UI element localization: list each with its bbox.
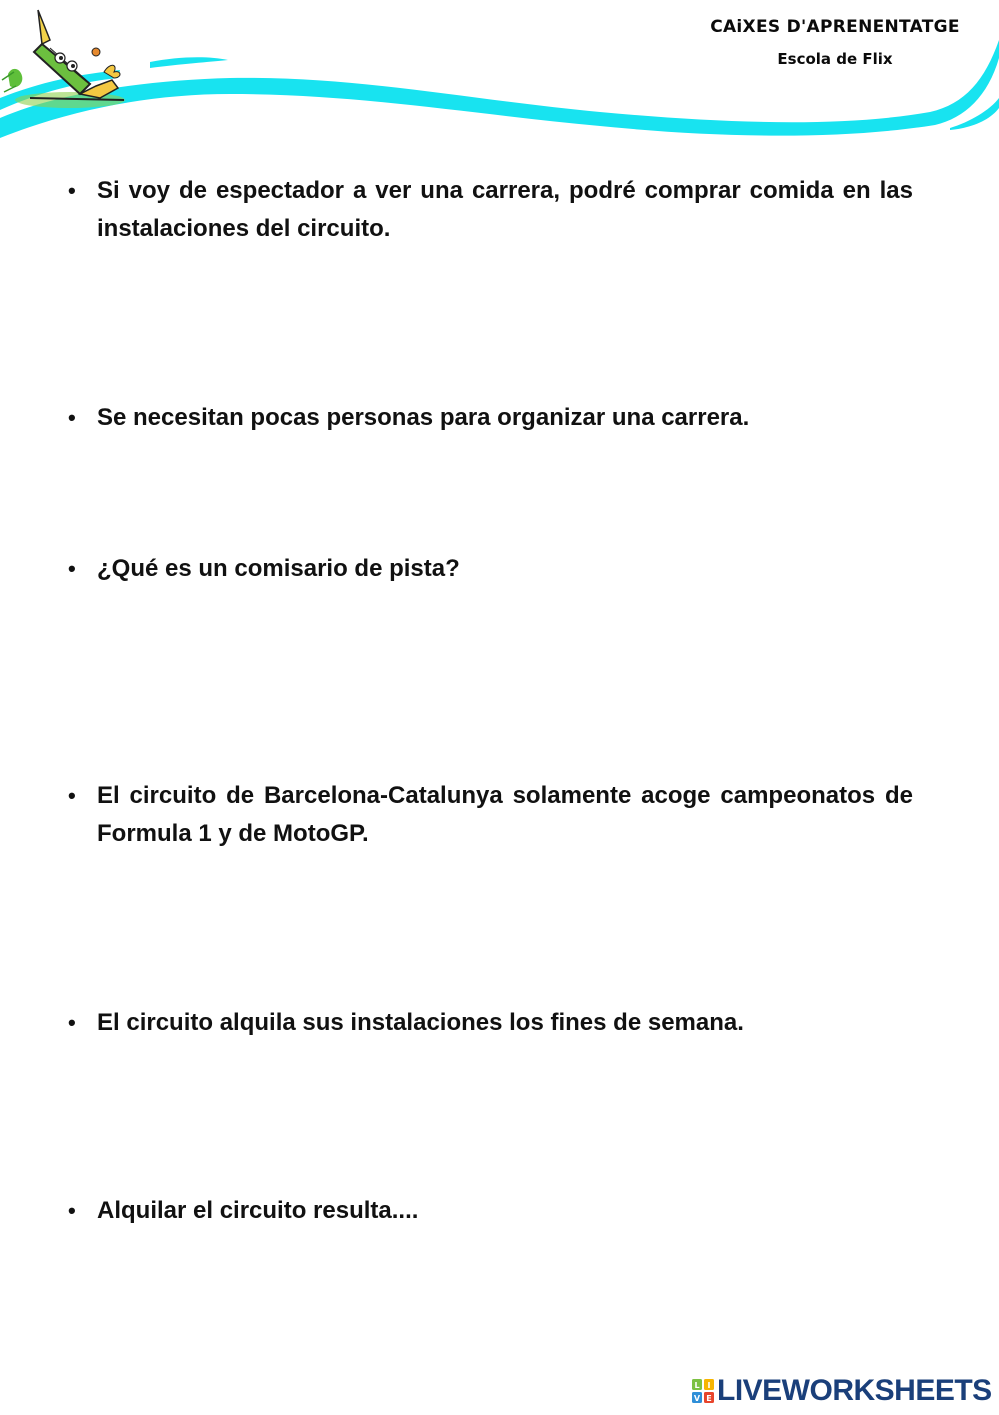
question-text: El circuito de Barcelona-Catalunya solamente acoge campeonatos de Formula 1 y de MotoGP. [97,782,913,847]
question-item [68,777,913,853]
bullet-icon: • [68,556,76,581]
bullet-icon: • [68,1010,76,1035]
question-text: Alquilar el circuito resulta.... [97,1197,419,1224]
pencil-mascot-icon [0,0,150,115]
liveworksheets-logo-icon [691,1378,715,1404]
bullet-icon: • [68,178,76,203]
header-title: CAiXES D'APRENENTATGE [710,17,960,37]
liveworksheets-brand[interactable] [691,1374,992,1408]
question-text: El circuito alquila sus instalaciones los fines de semana. [97,1009,744,1036]
question-text: Se necesitan pocas personas para organizar una carrera. [97,404,750,431]
brand-name: LIVEWORKSHEETS [717,1374,992,1407]
bullet-icon: • [68,1198,76,1223]
svg-text:I: I [707,1381,711,1390]
question-item [68,1192,913,1230]
question-item [68,1004,913,1042]
question-item [68,172,913,248]
question-item [68,550,913,588]
bullet-icon: • [68,783,76,808]
question-text: Si voy de espectador a ver una carrera, podré comprar comida en las instalaciones del circuito. [97,177,913,242]
question-text: ¿Qué es un comisario de pista? [97,555,460,582]
header-subtitle: Escola de Flix [777,50,893,68]
question-item [68,399,913,437]
svg-text:L: L [694,1381,700,1390]
bullet-icon: • [68,405,76,430]
svg-text:E: E [706,1394,712,1403]
svg-text:V: V [693,1394,701,1403]
